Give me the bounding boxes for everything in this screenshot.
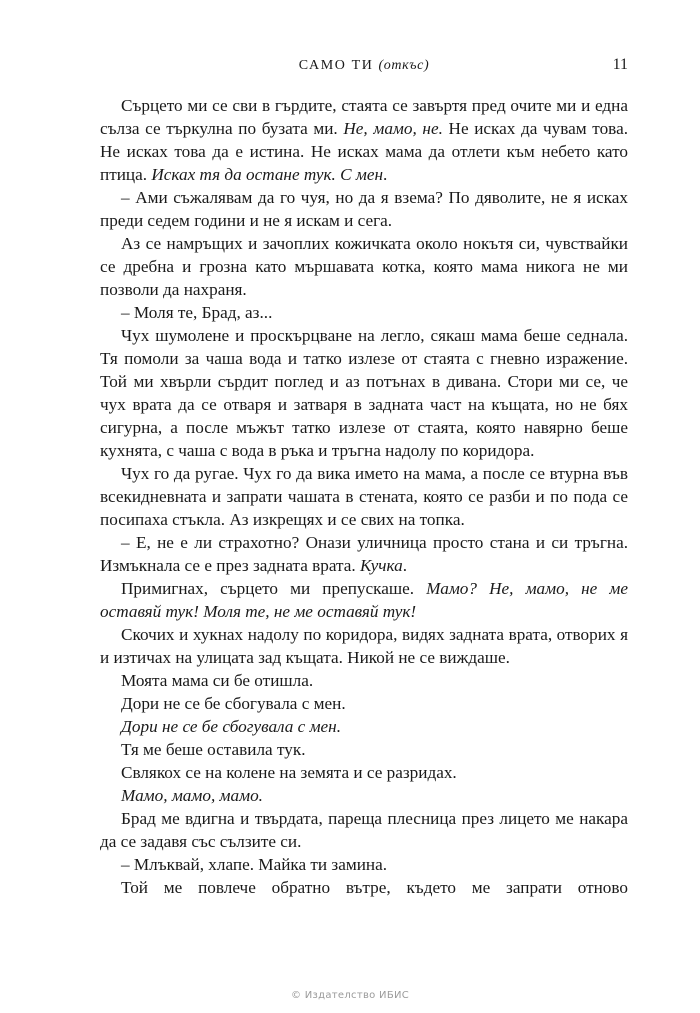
italic-text: Исках тя да остане тук. С мен (151, 165, 384, 184)
paragraph (100, 301, 628, 324)
text-run: Чух го да ругае. Чух го да вика името на мама, а после се втурна във всекидневната и запрати чашата в стената, която се разби и по пода се посипаха стъкла. Аз изкрещях и се свих на топка. (100, 464, 628, 529)
italic-text: Мамо? Не, мамо, не ме оставяй тук! Моля те, не ме оставяй тук! (100, 579, 628, 621)
paragraph (100, 232, 628, 301)
text-run: Чух шумолене и проскърцване на легло, сякаш мама беше седнала. Тя помоли за чаша вода и татко излезе от стаята с гневно изражение. Той ми хвърли сърдит поглед и аз потънах в дивана. Стори ми се, че чух врата да се отваря и затваря в задната част на къщата, но не бях сигурна, а после мъжът татко излезе от стаята, която навярно беше кухнята, с чаша с вода в ръка и тръгна надолу по коридора. (100, 326, 628, 460)
text-run: Примигнах, сърцето ми препускаше. (121, 579, 427, 598)
paragraph (100, 462, 628, 531)
body-text (100, 94, 628, 899)
running-title (100, 58, 628, 74)
italic-text: Не, мамо, не. (343, 119, 443, 138)
book-page (100, 0, 628, 1013)
text-run: Сърцето ми се сви в гърдите, стаята се завъртя пред очите ми и една сълза се търкулна по бузата ми. (100, 96, 628, 138)
text-run: Не исках да чувам това. Не исках това да е истина. Не исках мама да отлети към небето като птица. (100, 119, 628, 184)
paragraph (100, 876, 628, 899)
italic-text: Дори не се бе сбогувала с мен. (121, 717, 341, 736)
paragraph (100, 807, 628, 853)
text-run: – Млъквай, хлапе. Майка ти замина. (121, 855, 388, 874)
text-run: Брад ме вдигна и твърдата, пареща плесница през лицето ме накара да се задавя със сълзите си. (100, 809, 628, 851)
running-head (100, 58, 628, 78)
text-run: Тя ме беше оставила тук. (121, 740, 306, 759)
paragraph (100, 692, 628, 715)
page-number: 11 (612, 56, 628, 73)
paragraph (100, 324, 628, 462)
publisher-footer: © Издателство ИБИС (290, 990, 410, 1001)
paragraph (100, 531, 628, 577)
text-run: Свлякох се на колене на земята и се разридах. (121, 763, 457, 782)
italic-text: Мамо, мамо, мамо. (121, 786, 263, 805)
paragraph (100, 715, 628, 738)
paragraph (100, 784, 628, 807)
text-run: Дори не се бе сбогувала с мен. (121, 694, 346, 713)
text-run: . (383, 165, 388, 184)
text-run: Моята мама си бе отишла. (121, 671, 314, 690)
paragraph (100, 669, 628, 692)
text-run: Скочих и хукнах надолу по коридора, видях задната врата, отворих я и изтичах на улицата зад къщата. Никой не се виждаше. (100, 625, 628, 667)
text-run: Той ме повлече обратно вътре, където ме запрати отново (121, 878, 628, 897)
paragraph (100, 623, 628, 669)
text-run: – Ами съжалявам да го чуя, но да я взема? По дяволите, не я исках преди седем години и не я искам и сега. (100, 188, 628, 230)
text-run: Аз се намръщих и зачоплих кожичката около нокътя си, чувствайки се дребна и грозна като мършавата котка, която мама никога не ми позволи да нахраня. (100, 234, 628, 299)
excerpt-label: (откъс) (378, 58, 430, 73)
paragraph (100, 577, 628, 623)
text-run: – Е, не е ли страхотно? Онази уличница просто стана и си тръгна. Измъкнала се е през задната врата. (100, 533, 628, 575)
paragraph (100, 94, 628, 186)
paragraph (100, 853, 628, 876)
paragraph (100, 761, 628, 784)
paragraph (100, 738, 628, 761)
text-run: . (402, 556, 408, 575)
italic-text: Кучка (360, 556, 403, 575)
paragraph (100, 186, 628, 232)
book-title: САМО ТИ (298, 58, 374, 73)
text-run: – Моля те, Брад, аз... (121, 303, 273, 322)
